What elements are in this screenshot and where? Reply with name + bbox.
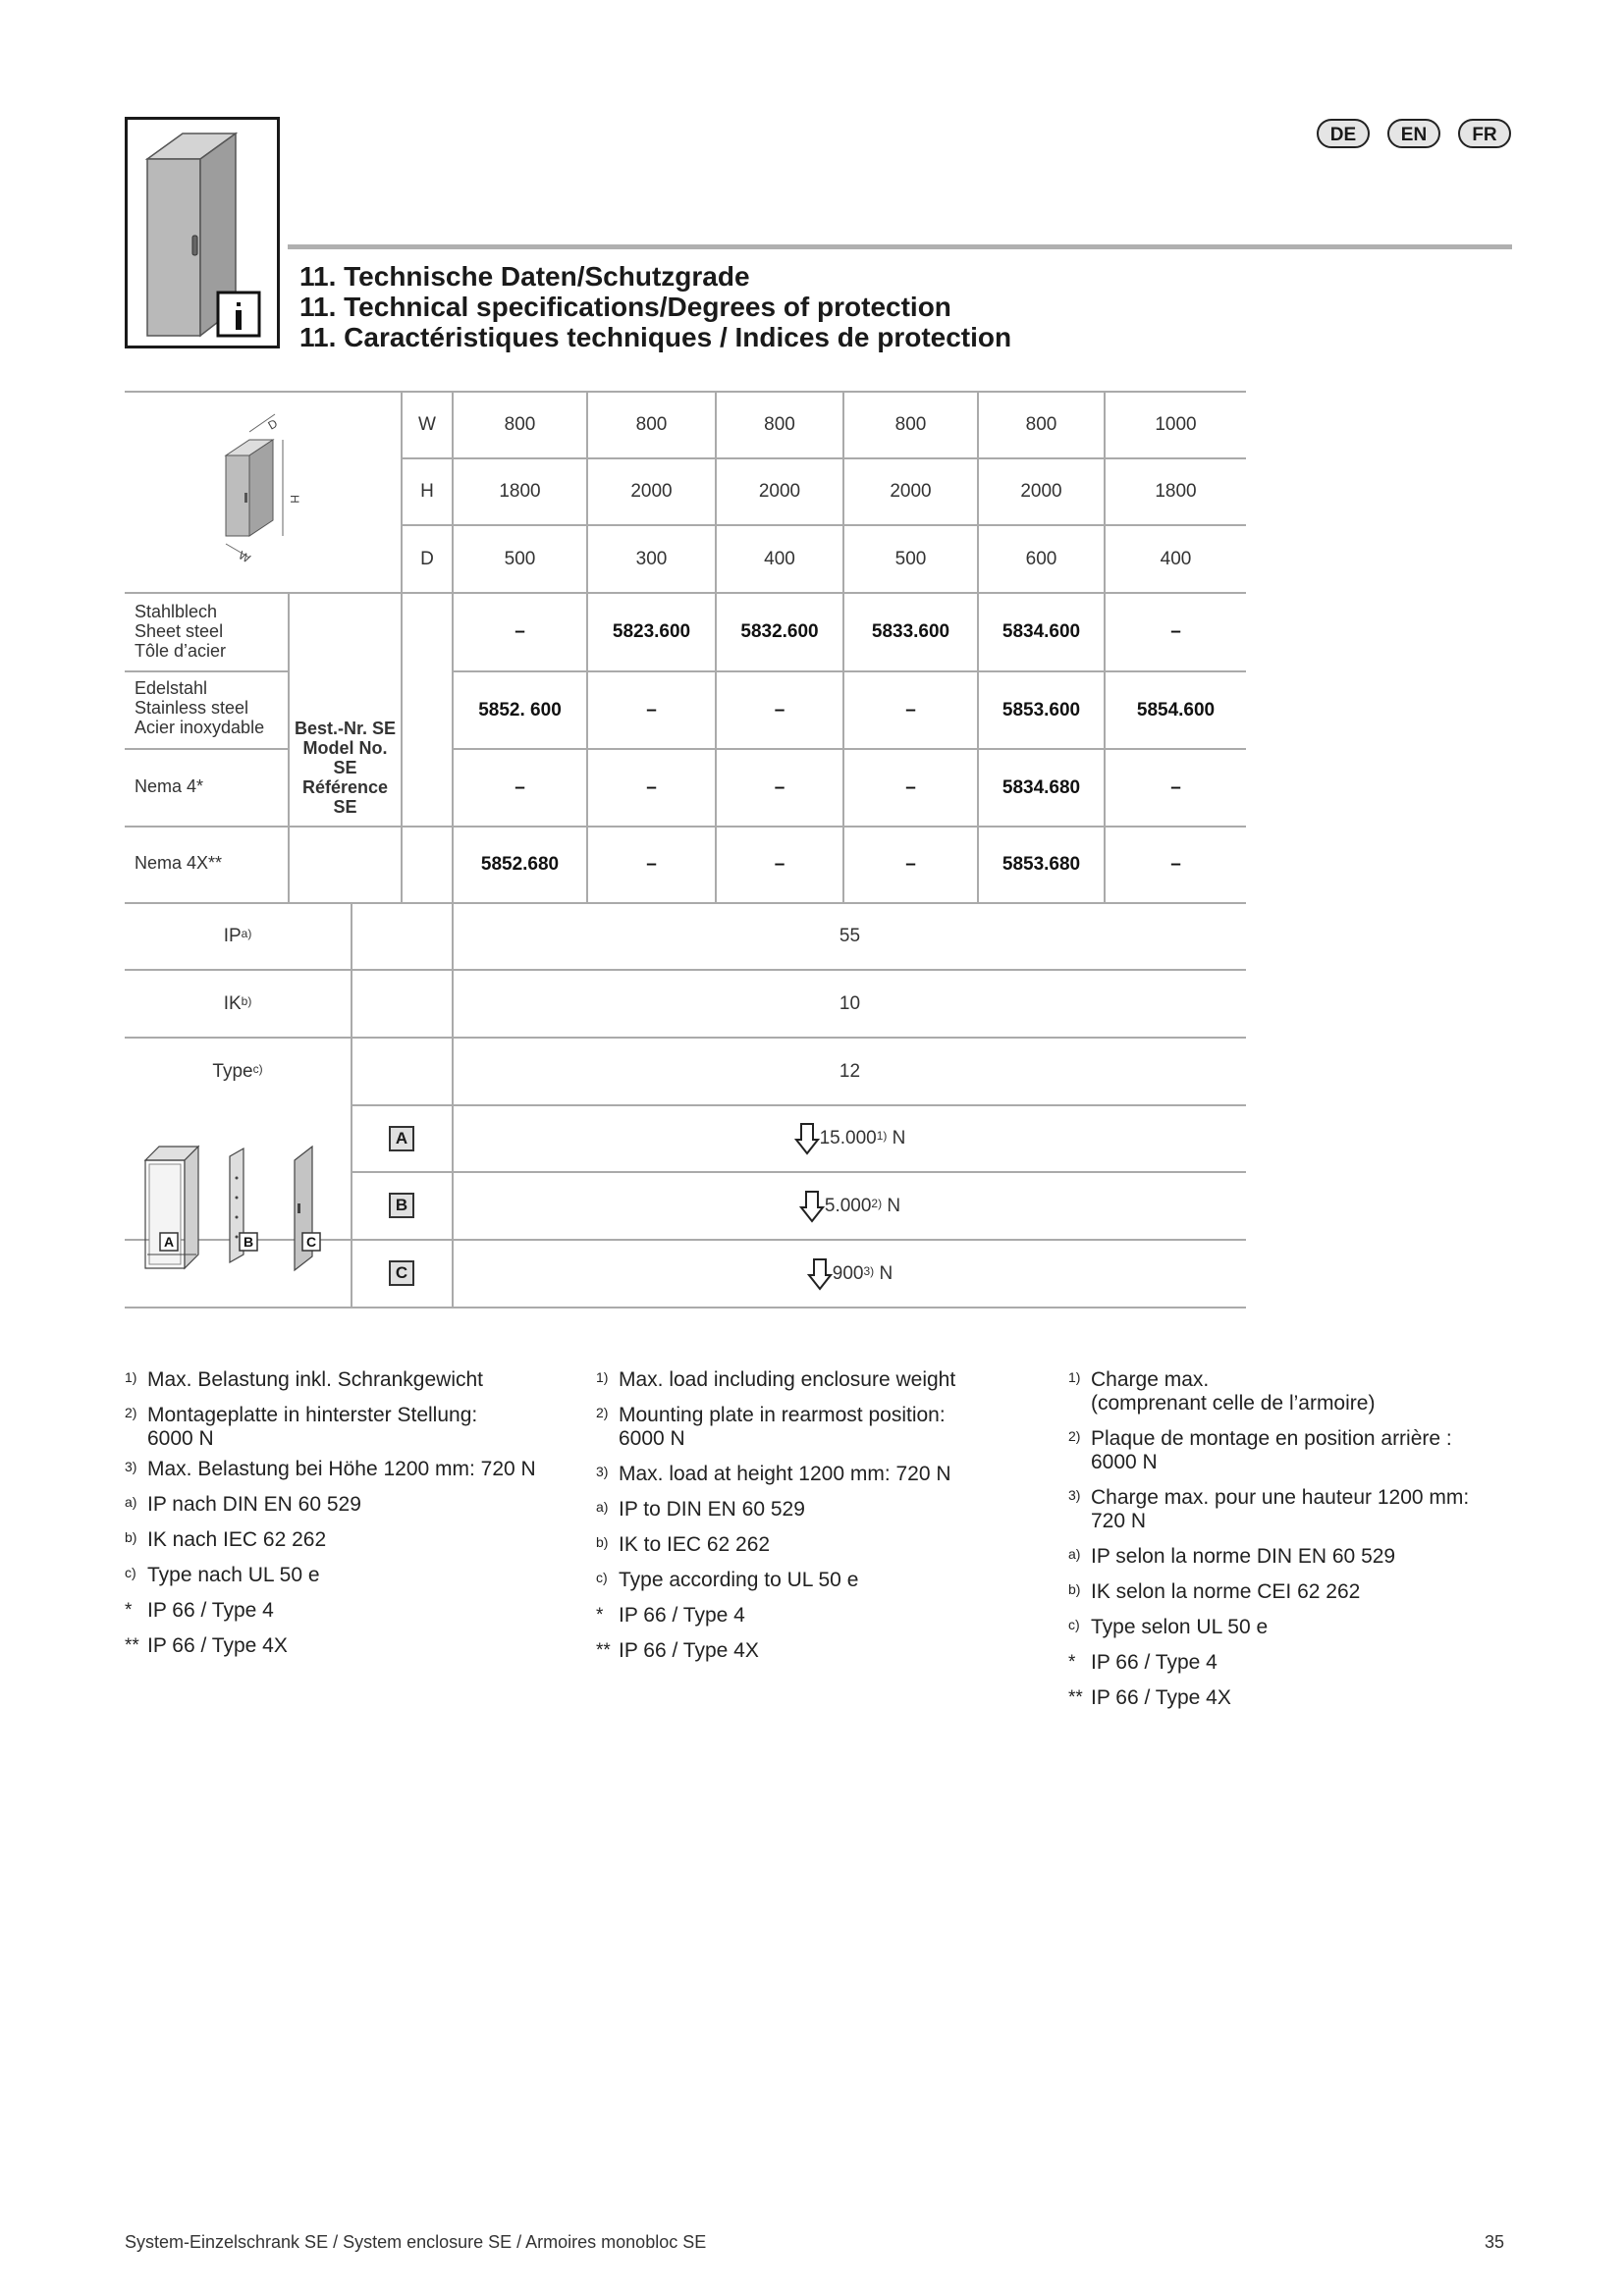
rating-value-ip: 55	[839, 926, 861, 946]
dim-d-label: D	[265, 416, 281, 433]
dim-w-value: 800	[635, 414, 668, 435]
dim-d-value: 300	[635, 548, 668, 569]
rating-label-type: Type $^{c)}$	[212, 1060, 263, 1082]
load-key-c: C	[389, 1260, 414, 1286]
footnote: 3) Charge max. pour une hauteur 1200 mm: 720 N	[1068, 1486, 1470, 1532]
footnote: ** IP 66 / Type 4X	[125, 1634, 288, 1657]
load-value-b: 5.000 $^{2)}$ N	[454, 1173, 1246, 1239]
model-number-cell: –	[646, 776, 657, 798]
footnote: * IP 66 / Type 4	[125, 1599, 274, 1622]
model-number-cell: 5853.600	[1001, 699, 1081, 721]
language-de-badge[interactable]: DE	[1317, 119, 1370, 148]
downward-load-arrow-icon	[794, 1122, 820, 1155]
footnote: * IP 66 / Type 4	[596, 1604, 745, 1627]
footnote: 1) Charge max. (comprenant celle de l’armoire)	[1068, 1368, 1376, 1415]
dim-w-value: 800	[764, 414, 795, 435]
load-value-a: 15.000 $^{1)}$ N	[454, 1106, 1246, 1171]
page-title-en: 11. Technical specifications/Degrees of protection	[299, 292, 951, 322]
footnote: c) Type selon UL 50 e	[1068, 1616, 1269, 1638]
model-number-cell: –	[774, 699, 785, 721]
footer-text: System-Einzelschrank SE / System enclosure SE / Armoires monobloc SE	[125, 2232, 707, 2252]
footnote: a) IP nach DIN EN 60 529	[125, 1493, 361, 1516]
enclosure-illustration	[128, 120, 277, 346]
model-number-cell: 5853.680	[1001, 854, 1081, 875]
dim-w-label: W	[236, 548, 253, 566]
dim-h-value: 1800	[499, 481, 541, 502]
model-number-cell: –	[646, 699, 657, 721]
footnote: 3) Max. load at height 1200 mm: 720 N	[596, 1463, 951, 1485]
dimension-diagram	[214, 410, 332, 569]
model-number-cell: 5833.600	[871, 621, 950, 642]
footnote: c) Type according to UL 50 e	[596, 1569, 859, 1591]
model-number-cell: –	[1170, 776, 1181, 798]
dim-h-value: 1800	[1155, 481, 1197, 502]
header-rule	[288, 244, 1512, 249]
material-label-nema4x: Nema 4X**	[135, 853, 223, 873]
footnote: 1) Max. Belastung inkl. Schrankgewicht	[125, 1368, 483, 1391]
model-number-cell: –	[646, 854, 657, 875]
footnote: b) IK nach IEC 62 262	[125, 1528, 327, 1551]
dim-d-value: 500	[894, 548, 927, 569]
footnote: 2) Montageplatte in hinterster Stellung: 6000 N	[125, 1404, 478, 1450]
footnote: ** IP 66 / Type 4X	[1068, 1686, 1231, 1709]
rating-value-ik: 10	[839, 992, 861, 1014]
dim-w-value: 1000	[1155, 414, 1197, 435]
dim-label-h: H	[420, 481, 434, 502]
footnote: 2) Plaque de montage en position arrière : 6000 N	[1068, 1427, 1452, 1473]
footnote: ** IP 66 / Type 4X	[596, 1639, 759, 1662]
model-number-cell: –	[514, 776, 525, 798]
rating-label-ip: IP $^{a)}$	[223, 926, 252, 946]
dim-label-w: W	[418, 414, 436, 435]
footnote: 3) Max. Belastung bei Höhe 1200 mm: 720 N	[125, 1458, 536, 1480]
model-number-cell: 5834.600	[1001, 621, 1081, 642]
footnote: 2) Mounting plate in rearmost position: 6000 N	[596, 1404, 946, 1450]
model-number-cell: –	[905, 854, 916, 875]
load-key-b: B	[389, 1193, 414, 1218]
load-key-a: A	[389, 1126, 414, 1151]
page-number: 35	[1485, 2232, 1505, 2252]
downward-load-arrow-icon	[807, 1257, 833, 1291]
dim-d-value: 400	[1160, 548, 1192, 569]
model-number-cell: 5854.600	[1136, 699, 1216, 721]
model-number-label: Best.-Nr. SE Model No. SE Référence SE	[294, 719, 397, 817]
info-enclosure-icon	[125, 117, 280, 348]
load-diagram	[137, 1139, 344, 1276]
dim-w-value: 800	[1025, 414, 1057, 435]
model-number-cell: 5852.680	[480, 854, 560, 875]
footnote: a) IP selon la norme DIN EN 60 529	[1068, 1545, 1396, 1568]
diagram-label-b: B	[243, 1234, 254, 1250]
page-title-fr: 11. Caractéristiques techniques / Indices de protection	[299, 322, 1012, 352]
footnote: b) IK selon la norme CEI 62 262	[1068, 1580, 1361, 1603]
model-number-cell: –	[774, 776, 785, 798]
diagram-label-c: C	[305, 1234, 317, 1250]
model-number-cell: –	[774, 854, 785, 875]
model-number-cell: –	[905, 699, 916, 721]
model-number-cell: 5832.600	[740, 621, 819, 642]
downward-load-arrow-icon	[799, 1190, 825, 1223]
footnote: a) IP to DIN EN 60 529	[596, 1498, 805, 1521]
rating-value-type: 12	[839, 1060, 861, 1082]
dim-h-value: 2000	[758, 481, 801, 502]
footnote: b) IK to IEC 62 262	[596, 1533, 771, 1556]
dim-h-value: 2000	[890, 481, 932, 502]
footnote: 1) Max. load including enclosure weight	[596, 1368, 956, 1391]
model-number-cell: –	[1170, 854, 1181, 875]
model-number-cell: 5834.680	[1001, 776, 1081, 798]
model-number-cell: –	[514, 621, 525, 642]
dim-label-d: D	[420, 548, 434, 569]
dim-d-value: 600	[1025, 548, 1057, 569]
language-en-badge[interactable]: EN	[1387, 119, 1440, 148]
footnote: * IP 66 / Type 4	[1068, 1651, 1218, 1674]
dim-w-value: 800	[894, 414, 927, 435]
material-label-stainless: Edelstahl Stainless steel Acier inoxydable	[135, 678, 265, 737]
model-number-cell: –	[905, 776, 916, 798]
rating-label-ik: IK $^{b)}$	[223, 992, 252, 1014]
dim-h-label: H	[288, 495, 301, 504]
dim-d-value: 400	[764, 548, 795, 569]
material-label-nema4: Nema 4*	[135, 776, 204, 796]
language-fr-badge[interactable]: FR	[1458, 119, 1511, 148]
dim-h-value: 2000	[630, 481, 673, 502]
load-value-c: 900 $^{3)}$ N	[454, 1241, 1246, 1307]
dim-w-value: 800	[504, 414, 536, 435]
diagram-label-a: A	[163, 1234, 175, 1250]
page-title-de: 11. Technische Daten/Schutzgrade	[299, 261, 750, 292]
footnote: c) Type nach UL 50 e	[125, 1564, 320, 1586]
dim-d-value: 500	[504, 548, 536, 569]
material-label-steel: Stahlblech Sheet steel Tôle d’acier	[135, 602, 227, 661]
dim-h-value: 2000	[1020, 481, 1062, 502]
model-number-cell: 5823.600	[612, 621, 691, 642]
model-number-cell: 5852. 600	[478, 699, 562, 721]
model-number-cell: –	[1170, 621, 1181, 642]
